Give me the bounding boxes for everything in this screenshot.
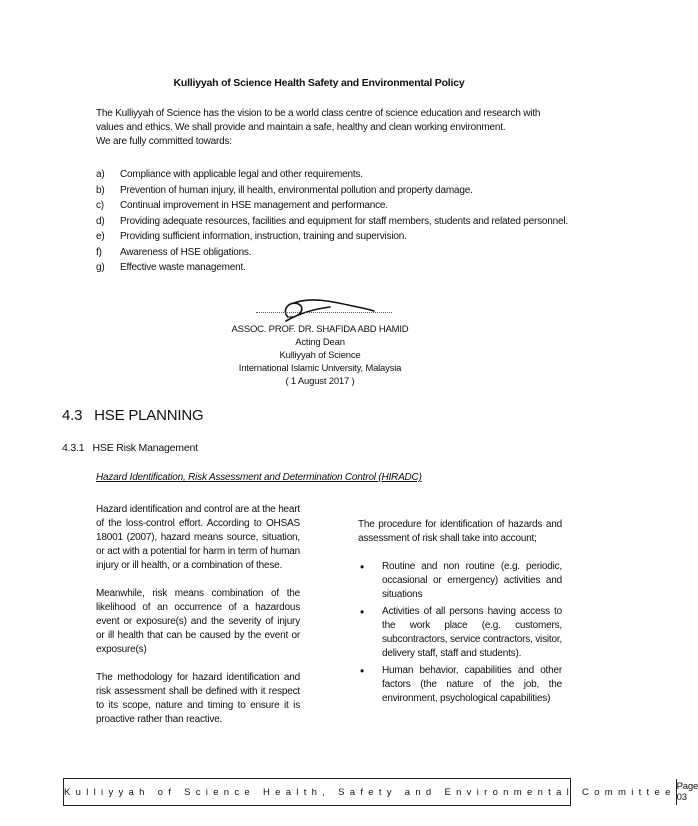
policy-intro bbox=[96, 107, 566, 149]
right-column bbox=[358, 518, 562, 709]
signatory-unit: Kulliyyah of Science bbox=[279, 350, 361, 361]
list-text: Providing sufficient information, instruction, training and supervision. bbox=[120, 231, 407, 242]
list-text: Human behavior, capabilities and other factors (the nature of the job, the environment, psychological capabilities) bbox=[382, 665, 562, 704]
signatory-block bbox=[200, 298, 440, 388]
list-letter: g) bbox=[96, 262, 105, 273]
section-heading: 4.3 HSE PLANNING bbox=[62, 407, 204, 424]
list-text: Routine and non routine (e.g. periodic, occasional or emergency) activities and situations bbox=[382, 561, 562, 600]
policy-title: Kulliyyah of Science Health Safety and Environmental Policy bbox=[173, 77, 465, 89]
list-item bbox=[358, 560, 562, 602]
page-number: Page 03 bbox=[676, 781, 698, 803]
subsection-heading: 4.3.1 HSE Risk Management bbox=[62, 442, 198, 454]
bullet-icon: • bbox=[360, 605, 365, 619]
list-letter: d) bbox=[96, 215, 105, 227]
list-item bbox=[96, 260, 568, 276]
intro-commitment: We are fully committed towards: bbox=[96, 136, 232, 147]
list-letter: a) bbox=[96, 169, 105, 180]
bullet-icon: • bbox=[360, 560, 365, 574]
paragraph: The procedure for identification of hazards and assessment of risk shall take into account; bbox=[358, 519, 562, 544]
signatory-institution: International Islamic University, Malaysia bbox=[238, 363, 402, 374]
list-item bbox=[358, 605, 562, 661]
list-text: Compliance with applicable legal and other requirements. bbox=[120, 169, 363, 180]
list-text: Effective waste management. bbox=[120, 262, 246, 273]
list-text: Awareness of HSE obligations. bbox=[120, 246, 252, 258]
commitment-list bbox=[96, 167, 568, 276]
list-item bbox=[96, 229, 568, 245]
paragraph: The methodology for hazard identification and risk assessment shall be defined with it respect to its scope, nature and timing to ensure it is proactive rather than reactive. bbox=[96, 672, 300, 725]
list-item bbox=[96, 167, 568, 183]
list-letter: c) bbox=[96, 200, 104, 211]
footer-organization: Kulliyyah of Science Health, Safety and Environmental Committee bbox=[64, 779, 677, 805]
list-letter: f) bbox=[96, 246, 102, 258]
list-text: Activities of all persons having access to the work place (e.g. customers, subcontractors, service contractors, visitor, delivery staff, staff and students). bbox=[382, 606, 562, 659]
list-letter: e) bbox=[96, 231, 105, 242]
paragraph: Hazard identification and control are at the heart of the loss-control effort. According to OHSAS 18001 (2007), hazard means source, situation, or act with a potential for harm in term of human injury or ill health, or a combination of these. bbox=[96, 504, 300, 571]
list-item bbox=[96, 198, 568, 214]
intro-vision: The Kulliyyah of Science has the vision to be a world class centre of science education and research with values and ethics. We shall provide and maintain a safe, healthy and clean working environment. bbox=[96, 108, 541, 133]
list-item bbox=[96, 214, 568, 230]
signatory-position: Acting Dean bbox=[295, 337, 345, 348]
list-item bbox=[358, 664, 562, 706]
signatory-date: ( 1 August 2017 ) bbox=[285, 376, 355, 387]
bullet-list bbox=[358, 560, 562, 706]
left-column bbox=[96, 503, 300, 741]
paragraph: Meanwhile, risk means combination of the likelihood of an occurrence of a hazardous event or exposure(s) and the severity of injury or ill health that can be caused by the event or exposure(s) bbox=[96, 588, 300, 655]
list-letter: b) bbox=[96, 184, 105, 196]
list-item bbox=[96, 245, 568, 261]
list-text: Providing adequate resources, facilities and equipment for staff members, students and related personnel. bbox=[120, 215, 568, 227]
list-text: Continual improvement in HSE management and performance. bbox=[120, 200, 388, 211]
bullet-icon: • bbox=[360, 664, 365, 678]
list-text: Prevention of human injury, ill health, environmental pollution and property damage. bbox=[120, 184, 473, 196]
subsubsection-heading: Hazard Identification, Risk Assessment and Determination Control (HIRADC) bbox=[96, 472, 422, 483]
page-footer bbox=[63, 778, 698, 806]
signatory-name: ASSOC. PROF. DR. SHAFIDA ABD HAMID bbox=[231, 324, 409, 335]
list-item bbox=[96, 183, 568, 199]
